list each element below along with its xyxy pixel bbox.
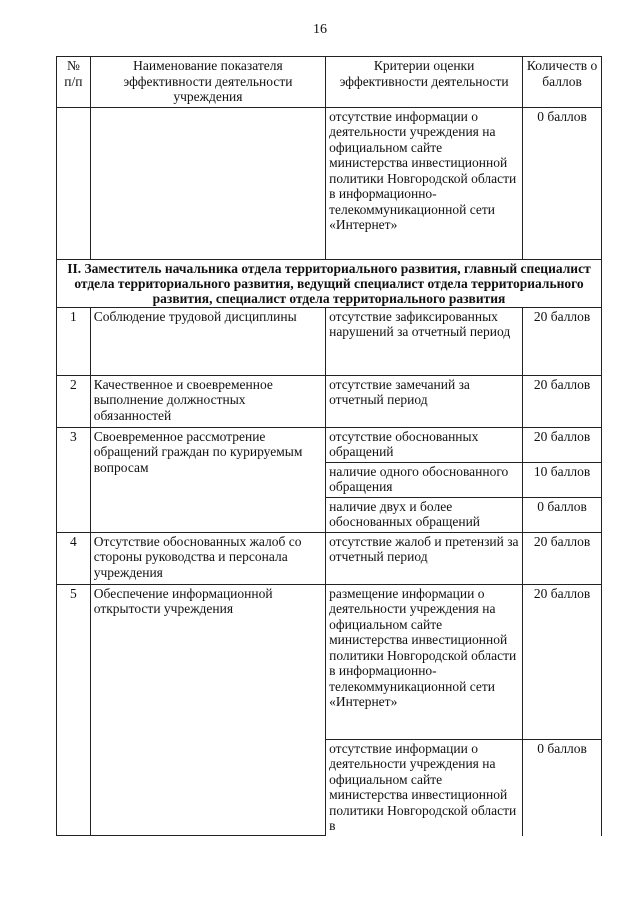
table-row <box>57 532 602 584</box>
row-criterion: отсутствие информации о деятельности учреждения на официальном сайте министерства инвестиционной политики Новгородской области в <box>326 739 523 836</box>
table-row <box>57 307 602 375</box>
efficiency-criteria-table <box>56 56 602 836</box>
row-score: 20 баллов <box>523 584 602 739</box>
row-criterion: отсутствие обоснованных обращений <box>326 427 523 462</box>
row-criterion: размещение информации о деятельности учреждения на официальном сайте министерства инвестиционной политики Новгородской области в информационно-телекоммуникационной сети «Интернет» <box>326 584 523 739</box>
row-score: 10 баллов <box>523 462 602 497</box>
row-criterion: наличие двух и более обоснованных обращений <box>326 497 523 532</box>
row-indicator: Своевременное рассмотрение обращений граждан по курируемым вопросам <box>90 427 325 532</box>
header-criteria: Критерии оценки эффективности деятельности <box>326 57 523 108</box>
table-row <box>57 375 602 427</box>
table-row <box>57 584 602 739</box>
carryover-num-cell <box>57 107 91 259</box>
table-row <box>57 427 602 462</box>
row-indicator: Обеспечение информационной открытости учреждения <box>90 584 325 836</box>
carryover-row <box>57 107 602 259</box>
row-criterion: отсутствие зафиксированных нарушений за отчетный период <box>326 307 523 375</box>
row-score: 20 баллов <box>523 427 602 462</box>
carryover-name-cell <box>90 107 325 259</box>
row-number: 3 <box>57 427 91 532</box>
header-score: Количеств о баллов <box>523 57 602 108</box>
row-indicator: Качественное и своевременное выполнение должностных обязанностей <box>90 375 325 427</box>
page-number: 16 <box>313 22 327 37</box>
row-number: 1 <box>57 307 91 375</box>
row-number: 2 <box>57 375 91 427</box>
header-number: № п/п <box>57 57 91 108</box>
row-criterion: наличие одного обоснованного обращения <box>326 462 523 497</box>
section-header-row <box>57 259 602 307</box>
row-criterion: отсутствие замечаний за отчетный период <box>326 375 523 427</box>
header-indicator-name: Наименование показателя эффективности деятельности учреждения <box>90 57 325 108</box>
row-indicator: Отсутствие обоснованных жалоб со стороны руководства и персонала учреждения <box>90 532 325 584</box>
row-number: 5 <box>57 584 91 836</box>
table-header-row <box>57 57 602 108</box>
row-indicator: Соблюдение трудовой дисциплины <box>90 307 325 375</box>
row-number: 4 <box>57 532 91 584</box>
row-score: 20 баллов <box>523 307 602 375</box>
row-score: 0 баллов <box>523 497 602 532</box>
row-criterion: отсутствие жалоб и претензий за отчетный период <box>326 532 523 584</box>
row-score: 0 баллов <box>523 739 602 836</box>
row-score: 20 баллов <box>523 532 602 584</box>
row-score: 20 баллов <box>523 375 602 427</box>
carryover-criteria: отсутствие информации о деятельности учреждения на официальном сайте министерства инвестиционной политики Новгородской области в информационно-телекоммуникационной сети «Интернет» <box>326 107 523 259</box>
section-title: II. Заместитель начальника отдела территориального развития, главный специалист отдела территориального развития, ведущий специалист отдела территориального развития, специалист отдела территориального развития <box>57 259 602 307</box>
carryover-score: 0 баллов <box>523 107 602 259</box>
